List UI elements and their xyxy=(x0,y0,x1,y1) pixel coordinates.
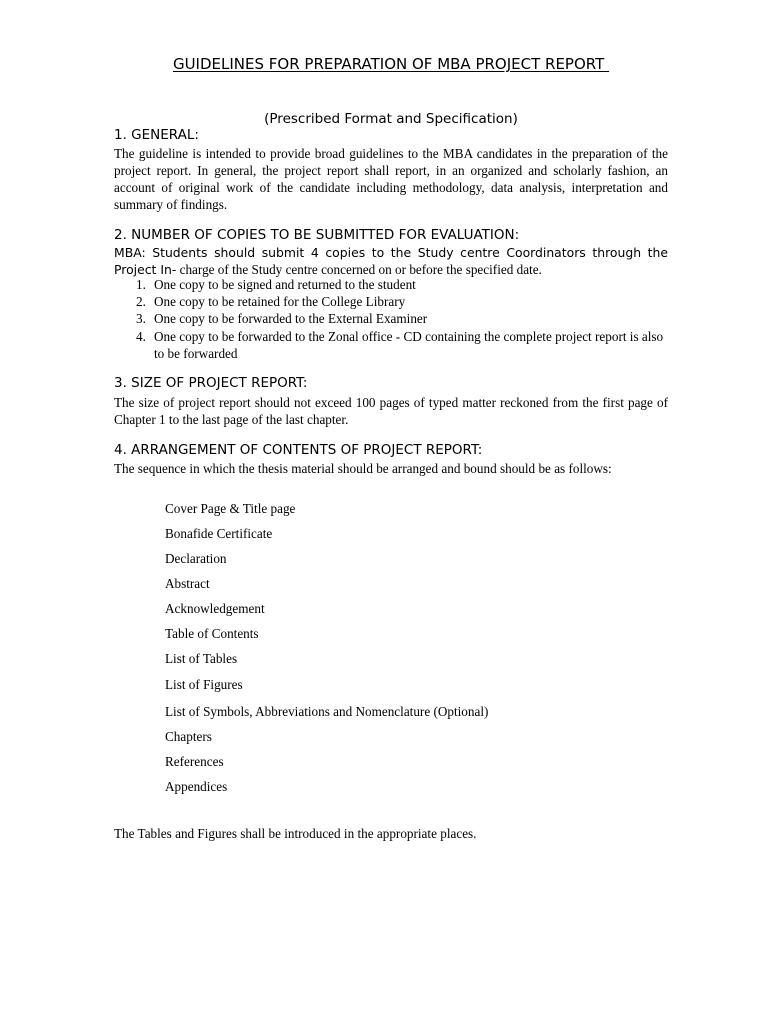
contents-list-item: Table of Contents xyxy=(165,626,259,641)
section-text-copies xyxy=(114,244,668,278)
section-heading-copies: 2. NUMBER OF COPIES TO BE SUBMITTED FOR EVALUATION: xyxy=(114,227,520,243)
contents-list-item: References xyxy=(165,754,224,769)
list-item-text: One copy to be forwarded to the External Examiner xyxy=(154,311,428,326)
list-number: 2. xyxy=(136,294,146,309)
contents-list-item: Abstract xyxy=(165,576,210,591)
copies-list-item xyxy=(134,293,668,310)
list-item-text: One copy to be signed and returned to the student xyxy=(154,277,416,292)
section-text-size: The size of project report should not exceed 100 pages of typed matter reckoned from the first page of Chapter 1 to the last page of the last chapter. xyxy=(114,395,668,427)
closing-note: The Tables and Figures shall be introduced in the appropriate places. xyxy=(114,826,477,841)
document-subtitle: (Prescribed Format and Specification) xyxy=(264,111,518,127)
list-number: 3. xyxy=(136,311,146,326)
contents-list-item: Cover Page & Title page xyxy=(165,501,296,516)
copies-intro-rest: charge of the Study centre concerned on or before the specified date. xyxy=(179,262,542,277)
copies-intro-prefix: MBA: Students should submit 4 copies to the Study centre Coordinators through the Project In- xyxy=(114,245,668,277)
section-heading-size: 3. SIZE OF PROJECT REPORT: xyxy=(114,375,308,391)
section-text-general: The guideline is intended to provide broad guidelines to the MBA candidates in the preparation of the project report. In general, the project report shall report, in an organized and scholarly fashion, an account of original work of the candidate including methodology, data analysis, interpretation and summary of findings. xyxy=(114,146,668,212)
document-page xyxy=(114,0,668,1024)
copies-list-item xyxy=(134,310,668,327)
section-heading-general: 1. GENERAL: xyxy=(114,127,199,143)
contents-list-item: Declaration xyxy=(165,551,227,566)
contents-list-item: List of Figures xyxy=(165,677,243,692)
list-item-text: One copy to be forwarded to the Zonal office - CD containing the complete project report is also to be forwarded xyxy=(154,329,664,361)
copies-list-item xyxy=(134,328,668,362)
contents-list-item: List of Symbols, Abbreviations and Nomenclature (Optional) xyxy=(165,704,489,719)
contents-list-item: Chapters xyxy=(165,729,212,744)
copies-list-item xyxy=(134,276,668,293)
copies-list xyxy=(134,276,668,362)
section-text-arrangement: The sequence in which the thesis material should be arranged and bound should be as follows: xyxy=(114,461,612,476)
contents-list-item: Bonafide Certificate xyxy=(165,526,273,541)
list-number: 4. xyxy=(136,329,146,344)
list-number: 1. xyxy=(136,277,146,292)
section-heading-arrangement: 4. ARRANGEMENT OF CONTENTS OF PROJECT REPORT: xyxy=(114,442,483,458)
contents-list-item: List of Tables xyxy=(165,651,238,666)
list-item-text: One copy to be retained for the College Library xyxy=(154,294,406,309)
contents-list-item: Acknowledgement xyxy=(165,601,265,616)
contents-list-item: Appendices xyxy=(165,779,228,794)
document-title: GUIDELINES FOR PREPARATION OF MBA PROJECT REPORT xyxy=(172,55,610,73)
